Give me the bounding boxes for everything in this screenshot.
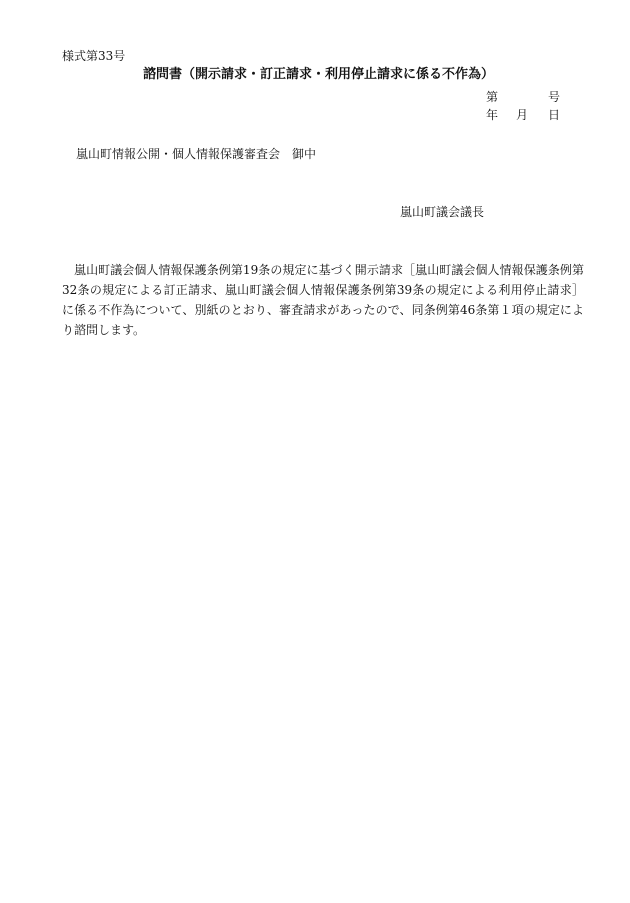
document-title: 諮問書（開示請求・訂正請求・利用停止請求に係る不作為） [143,67,495,82]
reference-number-prefix: 第 [486,90,499,104]
date-day: 日 [548,108,561,122]
reference-number-suffix: 号 [548,90,561,104]
date-year: 年 [486,108,499,122]
addressee: 嵐山町情報公開・個人情報保護審査会 御中 [76,147,317,161]
body-paragraph: 嵐山町議会個人情報保護条例第19条の規定に基づく開示請求［嵐山町議会個人情報保護条例第32条の規定による訂正請求、嵐山町議会個人情報保護条例第39条の規定による利用停止請求］に係る不作為について、別紙のとおり、審査請求があったので、同条例第46条第１項の規定により諮問します。 [62,263,584,337]
date-month: 月 [516,108,529,122]
sender: 嵐山町議会議長 [400,205,485,219]
form-number: 様式第33号 [62,49,126,63]
